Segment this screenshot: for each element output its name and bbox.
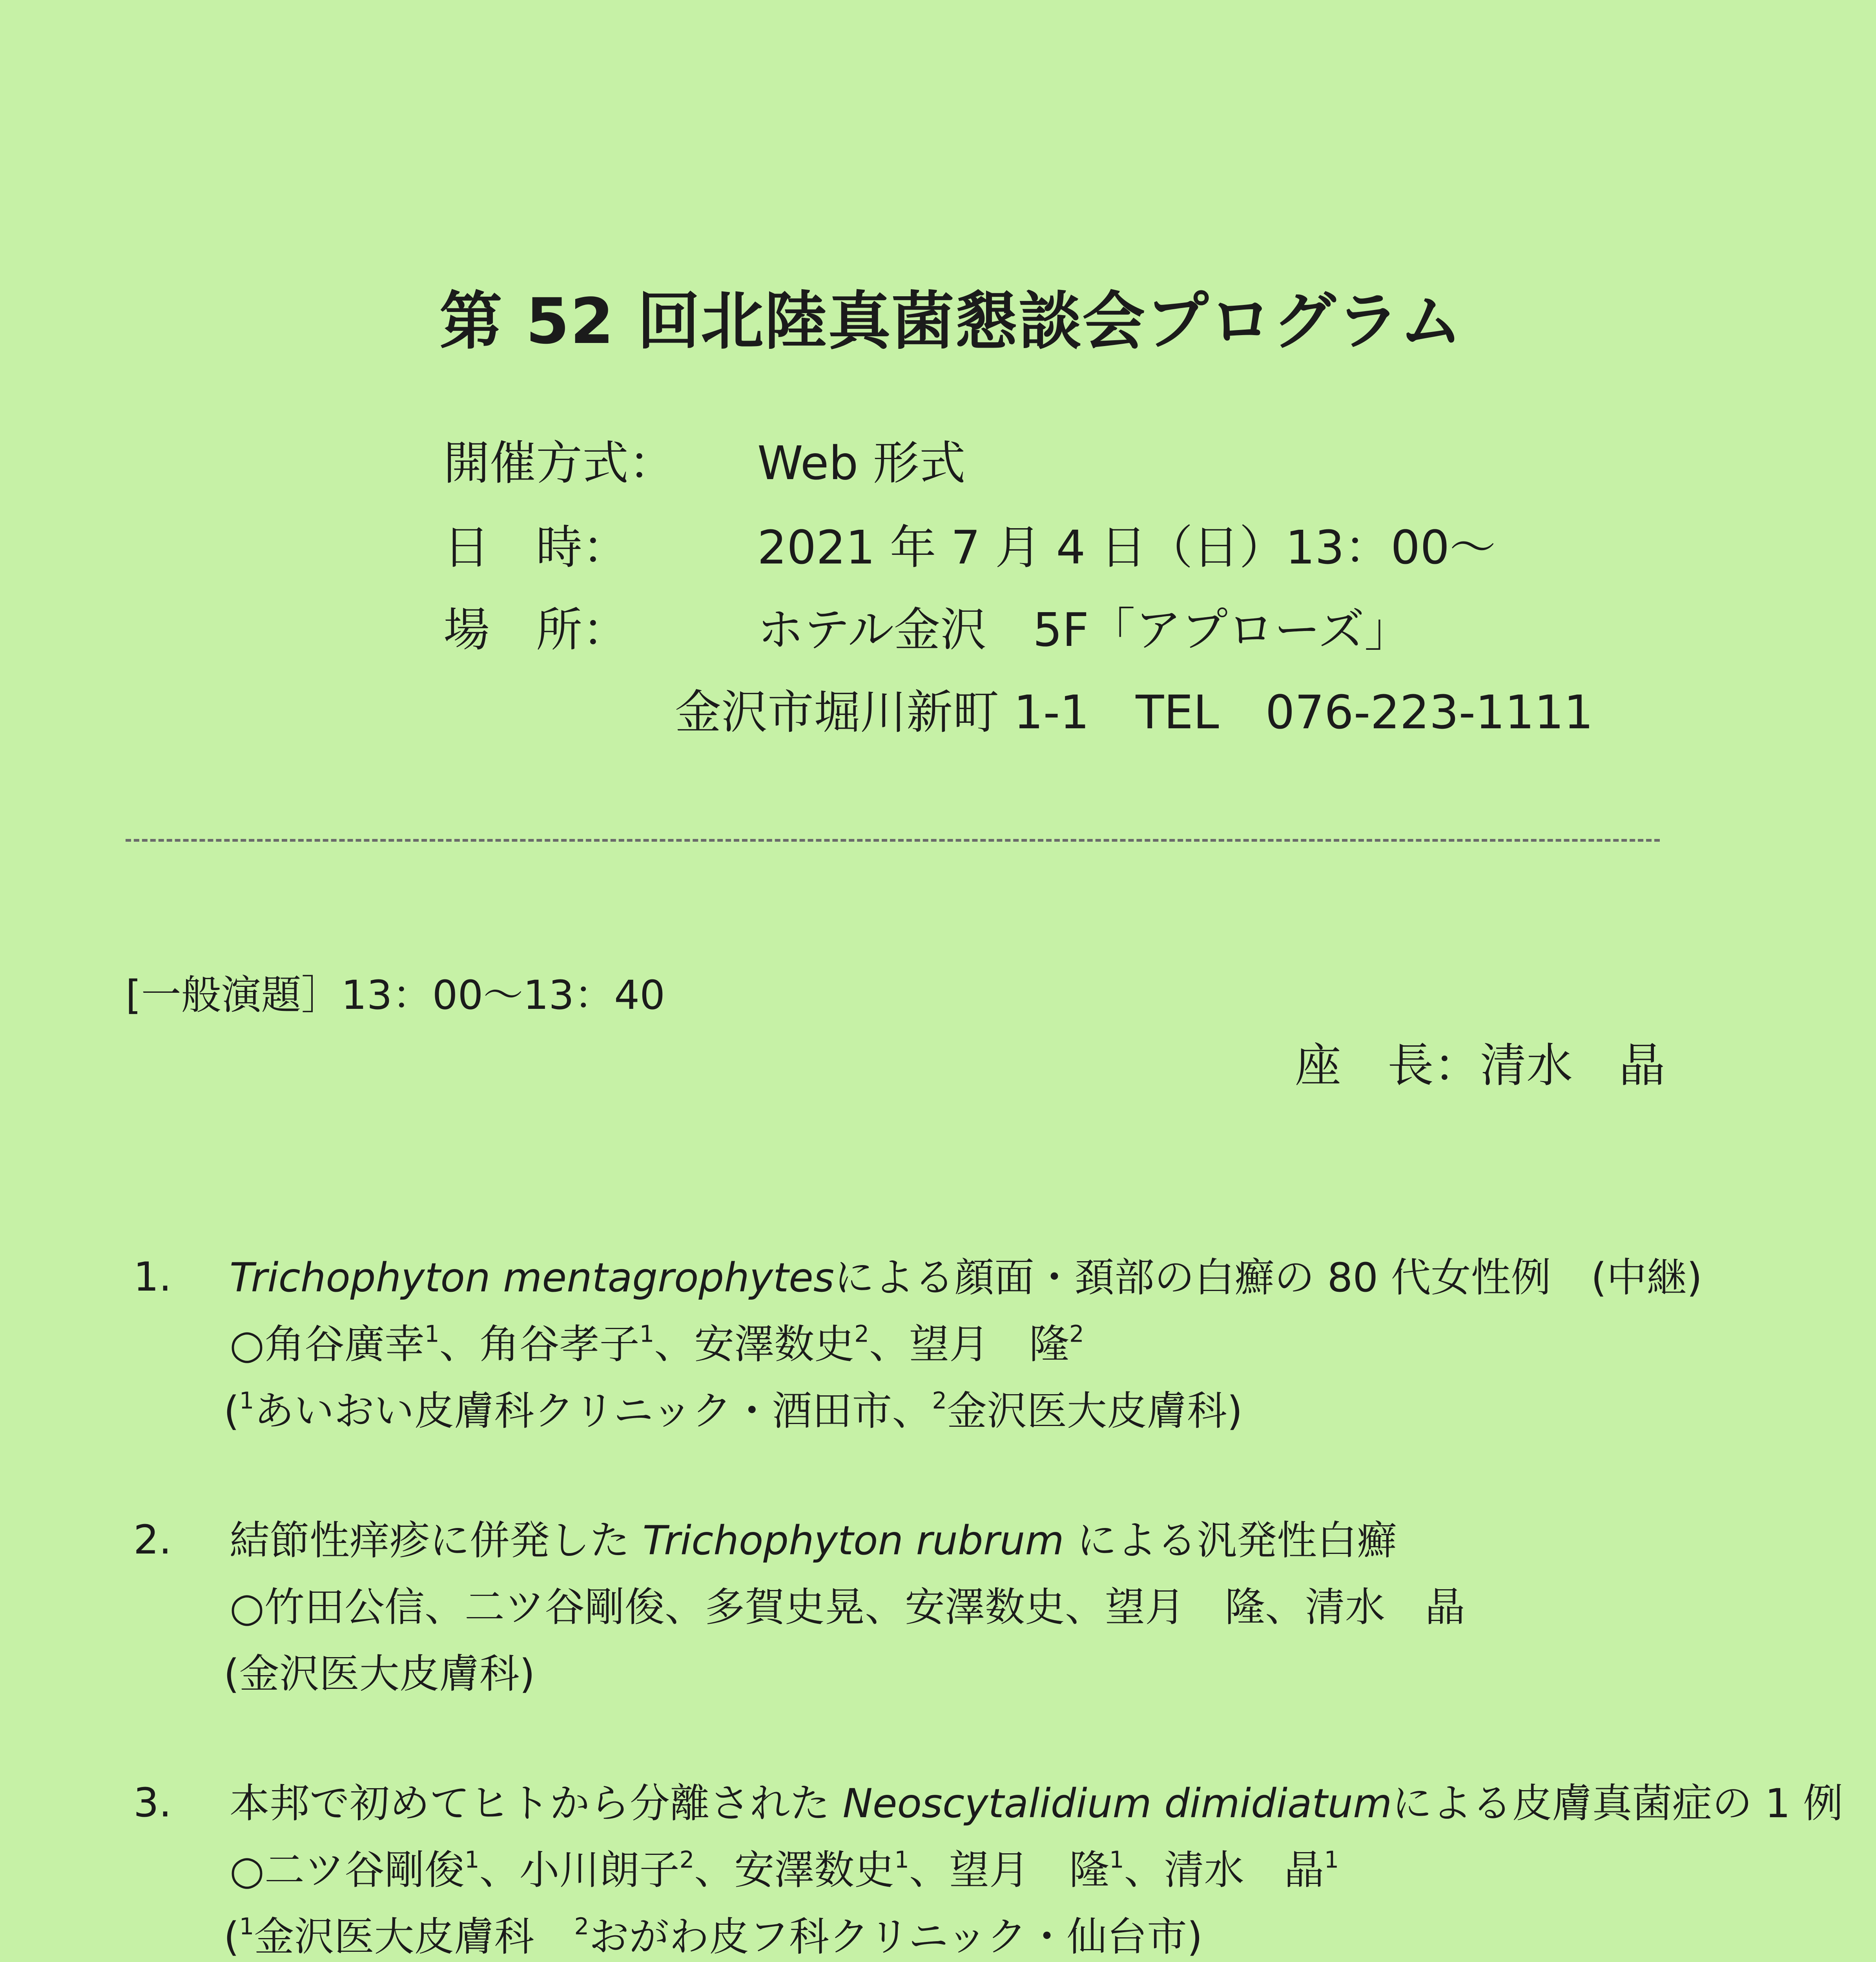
talk-authors <box>230 1838 1339 1896</box>
author-affil-mark: 1 <box>894 1846 909 1873</box>
affil-text: 金沢医大皮膚科 <box>254 1914 574 1960</box>
author: 、安澤数史 <box>654 1321 855 1368</box>
format-label: 開催方式： <box>443 436 675 490</box>
affil-mark: 1 <box>239 1913 254 1940</box>
author: 、清水 晶 <box>1124 1847 1324 1894</box>
venue-label: 場 所： <box>443 603 629 657</box>
affil-text: おがわ皮フ科クリニック・仙台市) <box>589 1914 1203 1960</box>
page-title: 第 52 回北陸真菌懇談会プログラム <box>439 284 1463 358</box>
author-affil-mark: 1 <box>425 1320 439 1348</box>
talk-number: 1. <box>133 1254 172 1300</box>
author: 、安澤数史 <box>694 1847 895 1894</box>
datetime-label: 日 時： <box>443 520 629 574</box>
author-affil-mark: 1 <box>465 1846 479 1873</box>
author: 、望月 隆 <box>869 1321 1069 1368</box>
talk-title <box>230 1246 1702 1303</box>
venue-value: ホテル金沢 5F「アプローズ」 <box>757 603 1411 657</box>
author: ○角谷廣幸 <box>230 1321 425 1368</box>
talk-affiliation <box>224 1905 1203 1962</box>
talk-number: 3. <box>133 1780 172 1826</box>
talk-authors: ○竹田公信、二ツ谷剛俊、多賀史晃、安澤数史、望月 隆、清水 晶 <box>230 1584 1466 1631</box>
affil-text: 金沢医大皮膚科) <box>946 1388 1243 1435</box>
talk-authors <box>230 1313 1084 1370</box>
format-value: Web 形式 <box>757 436 966 490</box>
author-affil-mark: 1 <box>1109 1846 1124 1873</box>
author: 、小川朗子 <box>479 1847 680 1894</box>
author-affil-mark: 1 <box>1324 1846 1339 1873</box>
author: 、角谷孝子 <box>439 1321 640 1368</box>
species-name: Neoscytalidium dimidiatum <box>842 1780 1392 1827</box>
species-name: Trichophyton mentagrophytes <box>230 1255 835 1301</box>
title-text: 結節性痒疹に併発した <box>230 1517 643 1564</box>
talk-title <box>230 1772 1843 1829</box>
affil-mark: 2 <box>932 1387 947 1414</box>
affil-text: あいおい皮膚科クリニック・酒田市、 <box>254 1388 932 1435</box>
author-affil-mark: 1 <box>639 1320 655 1348</box>
affil-mark: 2 <box>574 1913 589 1940</box>
session-heading: [一般演題］13：00～13：40 <box>126 972 665 1019</box>
talk-affiliation: (金沢医大皮膚科) <box>224 1651 535 1698</box>
author-affil-mark: 2 <box>679 1846 695 1873</box>
title-text: による顔面・頚部の白癬の 80 代女性例 (中継) <box>834 1255 1703 1301</box>
author: ○二ツ谷剛俊 <box>230 1847 465 1894</box>
talk-title <box>230 1509 1397 1566</box>
affil-mark: 1 <box>239 1387 254 1414</box>
author: 、望月 隆 <box>909 1847 1109 1894</box>
talk-affiliation <box>224 1379 1243 1437</box>
talk-number: 2. <box>133 1517 172 1563</box>
author-affil-mark: 2 <box>854 1320 869 1348</box>
dashed-divider <box>126 839 1660 842</box>
venue-address: 金沢市堀川新町 1-1 TEL 076-223-1111 <box>675 685 1593 739</box>
datetime-value: 2021 年 7 月 4 日（日）13：00～ <box>757 520 1496 574</box>
title-text: 本邦で初めてヒトから分離された <box>230 1780 843 1827</box>
title-text: による汎発性白癬 <box>1064 1517 1397 1564</box>
author-affil-mark: 2 <box>1069 1320 1084 1348</box>
species-name: Trichophyton rubrum <box>642 1517 1064 1564</box>
session-chair: 座 長：清水 晶 <box>1295 1038 1666 1092</box>
affil-text: ( <box>224 1388 239 1435</box>
title-text: による皮膚真菌症の 1 例 <box>1392 1780 1843 1827</box>
affil-text: ( <box>224 1914 239 1960</box>
